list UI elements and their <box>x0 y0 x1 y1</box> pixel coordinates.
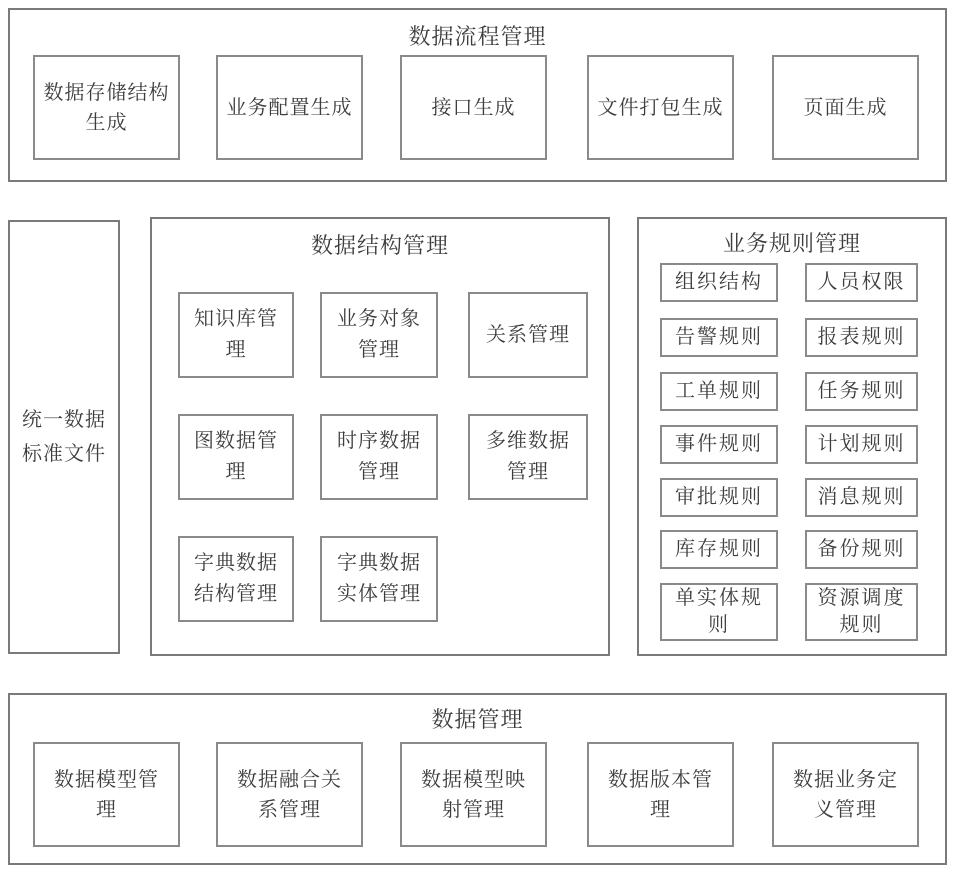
data-flow-management-title: 数据流程管理 <box>408 24 547 49</box>
knowledge-base-mgmt-box: 知识库管 理 <box>178 292 294 378</box>
business-rules-management-section <box>637 217 947 656</box>
org-structure-box: 组织结构 <box>660 263 778 302</box>
relation-mgmt-box: 关系管理 <box>468 292 588 378</box>
flow-box-interface-gen: 接口生成 <box>400 55 547 160</box>
flow-box-storage-structure-gen: 数据存储结构 生成 <box>33 55 180 160</box>
dict-data-entity-mgmt-box: 字典数据 实体管理 <box>320 536 438 622</box>
graph-data-mgmt-box: 图数据管 理 <box>178 414 294 500</box>
plan-rules-box: 计划规则 <box>805 425 918 464</box>
flow-box-business-config-gen: 业务配置生成 <box>216 55 363 160</box>
data-business-definition-mgmt-box: 数据业务定 义管理 <box>772 742 919 847</box>
message-rules-box: 消息规则 <box>805 478 918 517</box>
approval-rules-box: 审批规则 <box>660 478 778 517</box>
data-structure-management-title: 数据结构管理 <box>310 233 449 258</box>
data-structure-management-section <box>150 217 610 656</box>
data-fusion-relation-mgmt-box: 数据融合关 系管理 <box>216 742 363 847</box>
event-rules-box: 事件规则 <box>660 425 778 464</box>
data-flow-management-section <box>8 8 947 182</box>
business-object-mgmt-box: 业务对象 管理 <box>320 292 438 378</box>
report-rules-box: 报表规则 <box>805 318 918 357</box>
timeseries-data-mgmt-box: 时序数据 管理 <box>320 414 438 500</box>
alarm-rules-box: 告警规则 <box>660 318 778 357</box>
inventory-rules-box: 库存规则 <box>660 530 778 569</box>
flow-box-file-package-gen: 文件打包生成 <box>587 55 734 160</box>
unified-data-standard-file-panel <box>8 220 120 654</box>
dict-data-structure-mgmt-box: 字典数据 结构管理 <box>178 536 294 622</box>
personnel-permission-box: 人员权限 <box>805 263 918 302</box>
resource-scheduling-rules-box: 资源调度 规则 <box>805 583 918 641</box>
task-rules-box: 任务规则 <box>805 372 918 411</box>
business-rules-management-title: 业务规则管理 <box>722 231 861 256</box>
data-management-section <box>8 693 947 865</box>
data-model-mgmt-box: 数据模型管 理 <box>33 742 180 847</box>
multidim-data-mgmt-box: 多维数据 管理 <box>468 414 588 500</box>
single-entity-rules-box: 单实体规 则 <box>660 583 778 641</box>
data-management-title: 数据管理 <box>431 707 524 732</box>
flow-box-page-gen: 页面生成 <box>772 55 919 160</box>
backup-rules-box: 备份规则 <box>805 530 918 569</box>
data-model-mapping-mgmt-box: 数据模型映 射管理 <box>400 742 547 847</box>
unified-data-standard-file-label: 统一数据 标准文件 <box>22 409 106 465</box>
work-order-rules-box: 工单规则 <box>660 372 778 411</box>
data-version-mgmt-box: 数据版本管 理 <box>587 742 734 847</box>
